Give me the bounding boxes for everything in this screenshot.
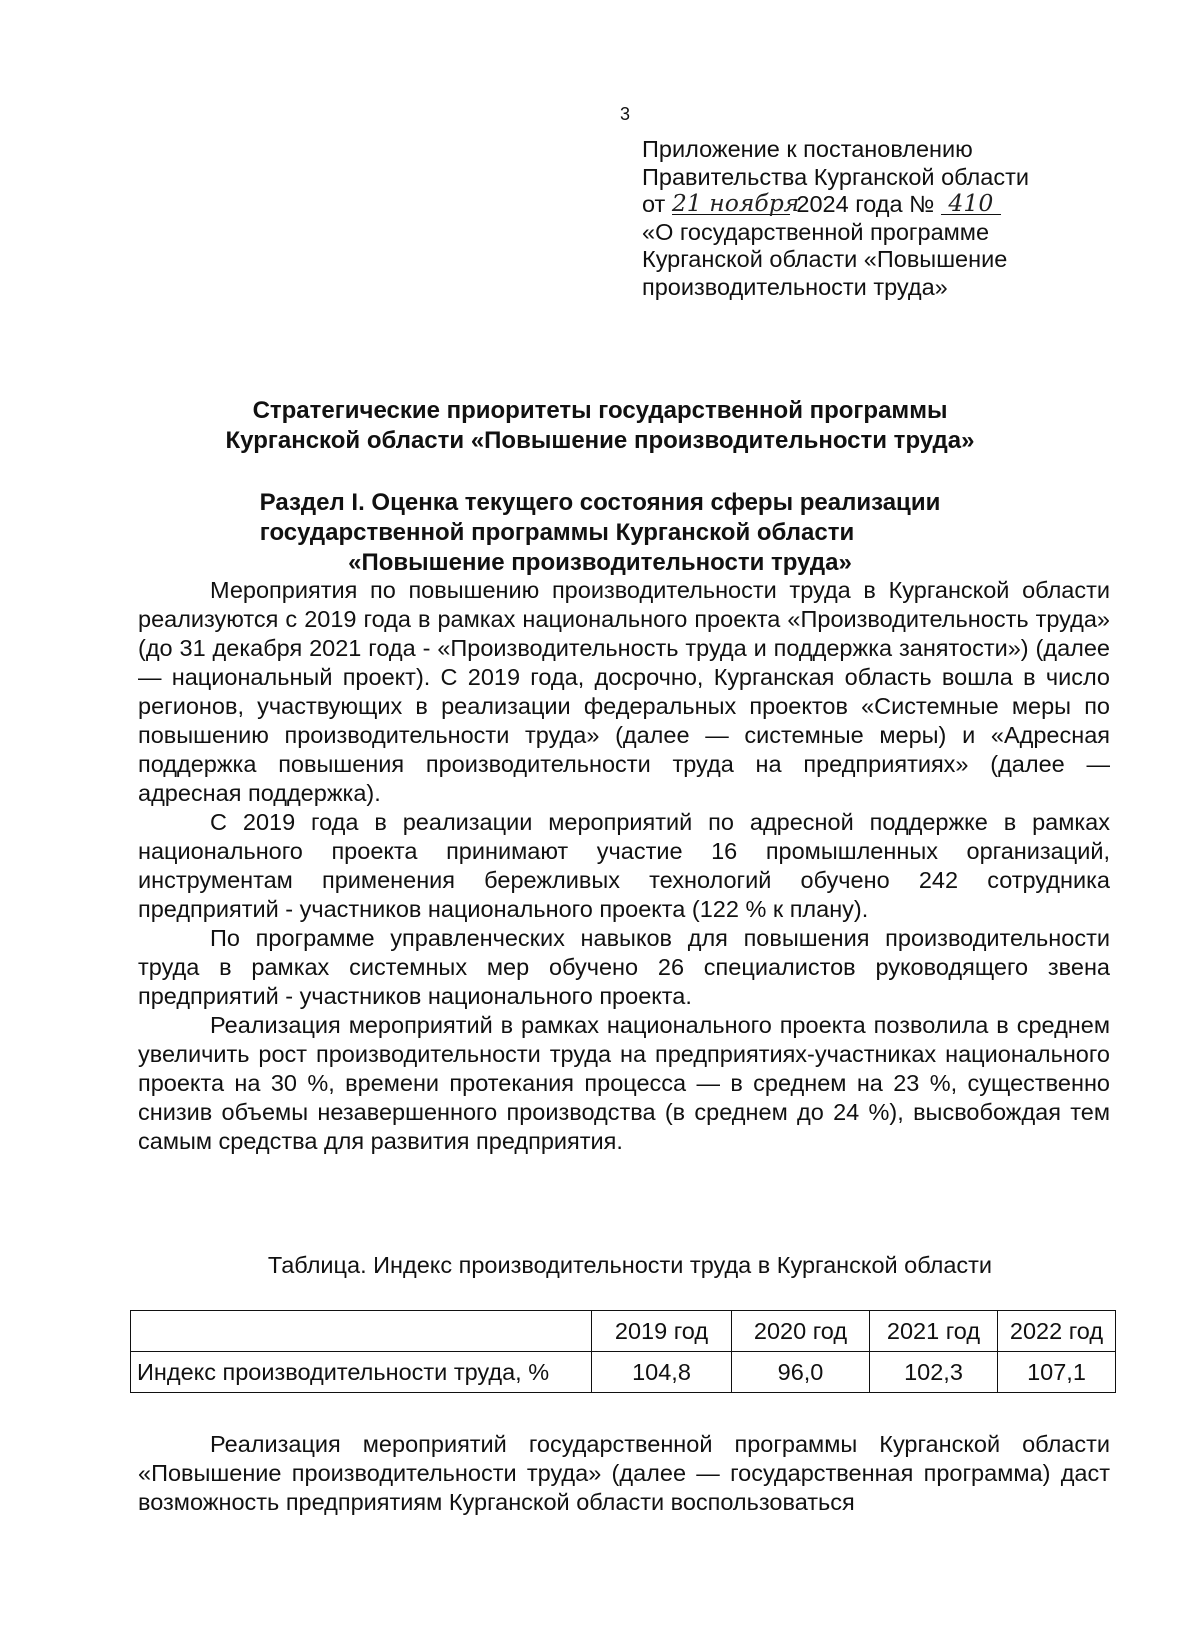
paragraph-2: С 2019 года в реализации мероприятий по адресной поддержке в рамках национального проекта принимают участие 16 промышленных организаций, инструментам применения бережливых технологий обучено 242 сотрудника предприятий - участников национального проекта (122 % к плану). (138, 809, 1110, 922)
page-number: 3 (620, 104, 631, 124)
table-cell: 102,3 (870, 1352, 998, 1393)
appendix-block (642, 136, 1029, 301)
document-title-line-2: Курганской области «Повышение производительности труда» (225, 427, 975, 454)
table-header-cell (131, 1311, 592, 1352)
table-cell: 104,8 (592, 1352, 732, 1393)
section-title-line-1: Раздел I. Оценка текущего состояния сферы реализации (259, 489, 941, 516)
appendix-line-4: «О государственной программе (642, 218, 990, 245)
appendix-line-1: Приложение к постановлению (642, 136, 973, 162)
table-header-cell: 2022 год (998, 1311, 1116, 1352)
document-title (0, 396, 1200, 456)
paragraph-3: По программе управленческих навыков для повышения производительности труда в рамках системных мер обучено 26 специалистов руководящего звена предприятий - участников национального проекта. (138, 925, 1110, 1009)
table-header-cell: 2019 год (592, 1311, 732, 1352)
appendix-line-5: Курганской области «Повышение (642, 246, 1008, 272)
table-caption: Таблица. Индекс производительности труда в Курганской области (267, 1252, 993, 1278)
closing-paragraph: Реализация мероприятий государственной программы Курганской области «Повышение производительности труда» (далее — государственная программа) даст возможность предприятиям Курганской области воспользоваться (138, 1431, 1110, 1515)
table-header-cell: 2021 год (870, 1311, 998, 1352)
handwritten-date: 21 ноября (671, 189, 800, 217)
closing-text (138, 1430, 1110, 1517)
handwritten-number: 410 (941, 192, 1001, 215)
paragraph-4: Реализация мероприятий в рамках национального проекта позволила в среднем увеличить рост производительности труда на предприятиях-участниках национального проекта на 30 %, времени протекания процесса — в среднем на 23 %, существенно снизив объемы незавершенного производства (в среднем до 24 %), высвобождая тем самым средства для развития предприятия. (138, 1012, 1110, 1154)
section-title-line-3: «Повышение производительности труда» (348, 549, 852, 576)
appendix-line-6: производительности труда» (642, 273, 948, 300)
body-text (138, 576, 1110, 1156)
table-cell: 96,0 (732, 1352, 870, 1393)
table-header-cell: 2020 год (732, 1311, 870, 1352)
table-header-row (131, 1311, 1116, 1352)
appendix-date-line (642, 191, 1029, 219)
section-title-line-2: государственной программы Курганской области (259, 519, 855, 546)
appendix-line-2: Правительства Курганской области (642, 163, 1029, 190)
section-title (72, 488, 1128, 578)
date-prefix: от (642, 191, 666, 217)
productivity-index-table (130, 1310, 1116, 1393)
table-cell: 107,1 (998, 1352, 1116, 1393)
date-suffix: 2024 года № (796, 191, 935, 217)
paragraph-1: Мероприятия по повышению производительности труда в Курганской области реализуются с 2019 года в рамках национального проекта «Производительность труда» (до 31 декабря 2021 года - «Производительность труда и поддержка занятости») (далее — национальный проект). С 2019 года, досрочно, Курганская область вошла в число регионов, участвующих в реализации федеральных проектов «Системные меры по повышению производительности труда» (далее — системные меры) и «Адресная поддержка повышения производительности труда на предприятиях» (далее — адресная поддержка). (138, 577, 1110, 806)
document-title-line-1: Стратегические приоритеты государственной программы (252, 397, 948, 424)
table-row (131, 1352, 1116, 1393)
table-cell: Индекс производительности труда, % (131, 1352, 592, 1393)
